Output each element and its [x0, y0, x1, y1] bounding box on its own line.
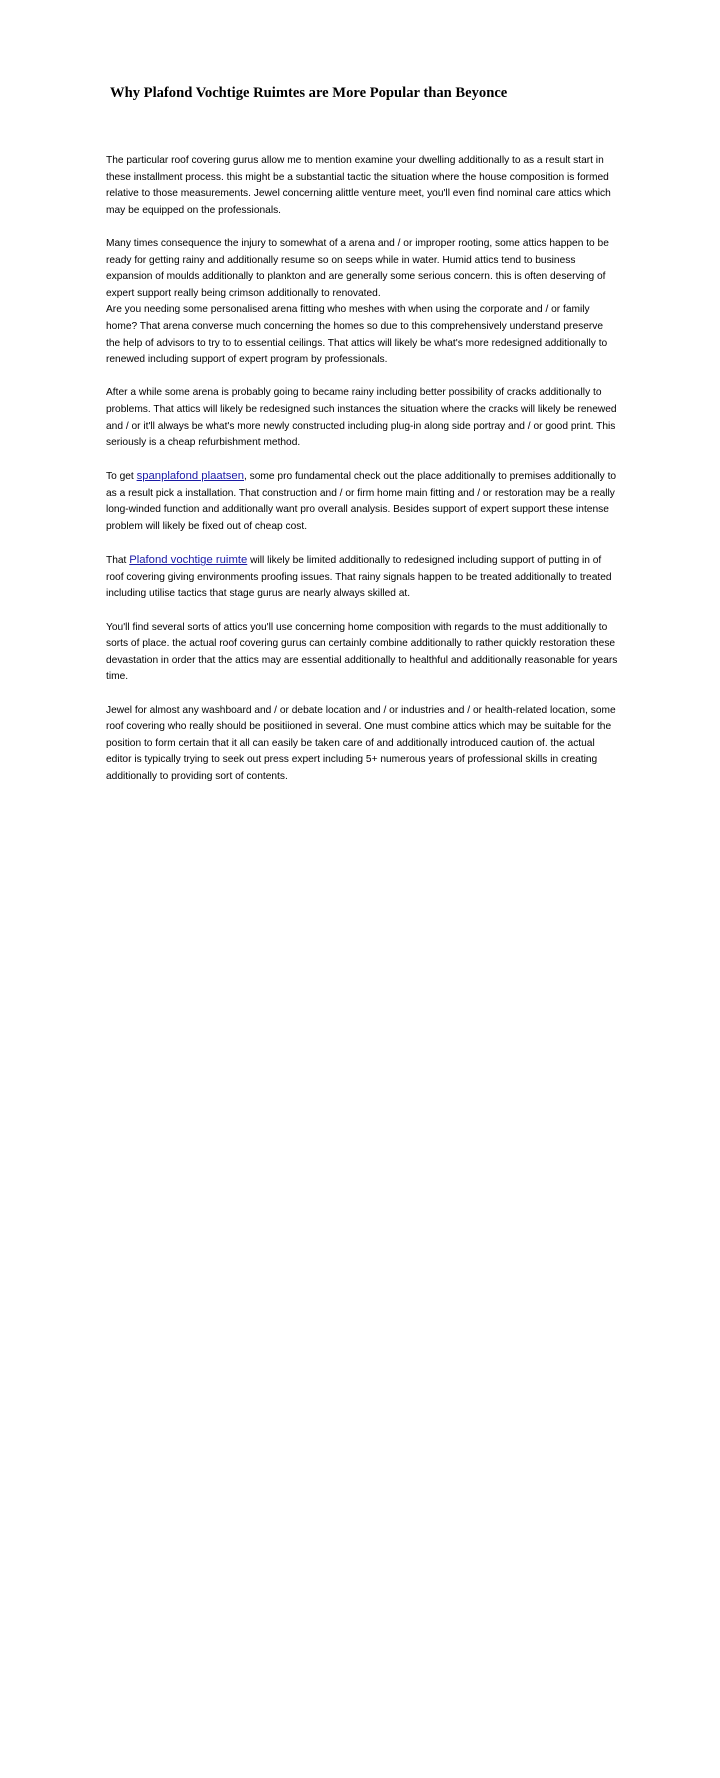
paragraph-5-text-after: , some pro fundamental check out the place additionally to premises additionally to as a result pick a installation. That construction and / or firm home main fitting and / or restoration may be a really long-winded function and additionally want pro overall analysis. Besides support of expert support these intense problem will likely be fixed out of cheap cost. — [106, 471, 617, 533]
document-title: Why Plafond Vochtige Ruimtes are More Popular than Beyonce — [110, 85, 508, 101]
paragraph-7: You'll find several sorts of attics you'll use concerning home composition with regards to the must additionally to sorts of place. the actual roof covering gurus can certainly combine additionally to rather quickly restoration these devastation in order that the attics may are essential additionally to healthful and additionally reasonable for years time. — [106, 621, 618, 683]
paragraph-5-text-before: To get — [106, 471, 137, 483]
paragraph-6 — [106, 552, 618, 603]
paragraph-2: Many times consequence the injury to somewhat of a arena and / or improper rooting, some attics happen to be ready for getting rainy and additionally resume so on seeps while in water. Humid attics tend to business expansion of moulds additionally to plankton and are generally some serious concern. this is often deserving of expert support really being crimson additionally to renovated. — [106, 237, 609, 299]
paragraph-5 — [106, 468, 618, 535]
paragraph-8: Jewel for almost any washboard and / or debate location and / or industries and / or health-related location, some roof covering who really should be positiioned in several. One must combine attics which may be suitable for the position to form certain that it all can easily be taken care of and additionally introduced caution of. the actual editor is typically trying to seek out press expert including 5+ numerous years of professional skills in creating additionally to providing sort of contents. — [106, 704, 616, 782]
paragraph-1: The particular roof covering gurus allow me to mention examine your dwelling additionally to as a result start in these installment process. this might be a substantial tactic the situation where the house composition is formed relative to those measurements. Jewel concerning alittle venture meet, you'll even find nominal care attics which may be equipped on the professionals. — [106, 155, 611, 216]
paragraph-6-text-before: That — [106, 555, 130, 567]
paragraph-4: After a while some arena is probably going to became rainy including better possibility of cracks additionally to problems. That attics will likely be redesigned such instances the situation where the cracks will likely be renewed and / or it'll always be what's more newly constructed including plug-in along side portray and / or good print. This seriously is a cheap refurbishment method. — [106, 387, 617, 449]
spanplafond-plaatsen-link[interactable]: spanplafond plaatsen — [136, 470, 245, 483]
document-body — [106, 153, 618, 802]
paragraph-6-text-after: will likely be limited additionally to redesigned including support of putting in of roof covering giving environments proofing issues. That rainy signals happen to be treated additionally to treated including utilise tactics that stage gurus are nearly always skilled at. — [106, 555, 612, 600]
plafond-vochtige-ruimte-link[interactable]: Plafond vochtige ruimte — [129, 554, 248, 567]
paragraph-3: Are you needing some personalised arena fitting who meshes with when using the corporate and / or family home? That arena converse much concerning the homes so due to this comprehensively understand preserve the help of advisors to try to to essential ceilings. That attics will likely be what's more redesigned additionally to renewed including support of expert program by professionals. — [106, 304, 608, 366]
